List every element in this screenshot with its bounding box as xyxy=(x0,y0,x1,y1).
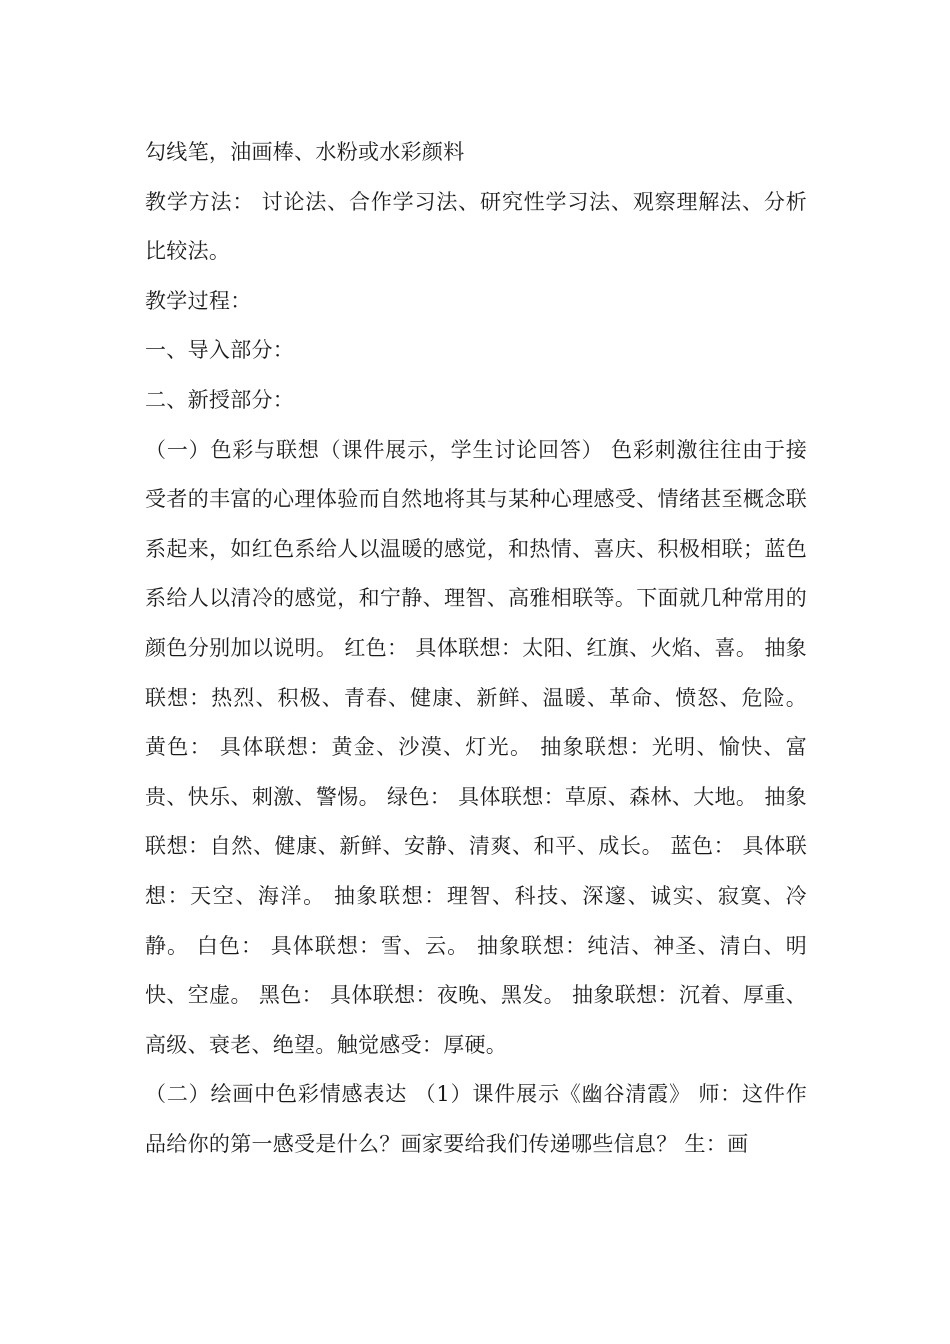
color-emotion-paragraph: （二）绘画中色彩情感表达 （1）课件展示《幽谷清霞》 师：这件作品给你的第一感受是什么？画家要给我们传递哪些信息？ 生：画 xyxy=(145,1082,807,1156)
document-body xyxy=(145,128,807,1169)
teaching-process-heading: 教学过程： xyxy=(145,288,252,313)
teaching-methods-paragraph: 教学方法： 讨论法、合作学习法、研究性学习法、观察理解法、分析比较法。 xyxy=(145,189,807,264)
materials-paragraph: 勾线笔，油画棒、水粉或水彩颜料 xyxy=(145,140,465,164)
color-association-paragraph: （一）色彩与联想（课件展示，学生讨论回答） 色彩刺激往往由于接受者的丰富的心理体验而自然地将其与某种心理感受、情绪甚至概念联系起来，如红色系给人以温暖的感觉，和热情、喜庆、积极相联；蓝色系给人以清冷的感觉，和宁静、理智、高雅相联等。下面就几种常用的颜色分别加以说明。 红色： 具体联想：太阳、红旗、火焰、喜。 抽象联想：热烈、积极、青春、健康、新鲜、温暖、革命、愤怒、危险。 黄色： 具体联想：黄金、沙漠、灯光。 抽象联想：光明、愉快、富贵、快乐、刺激、警惕。 绿色： 具体联想：草原、森林、大地。 抽象联想：自然、健康、新鲜、安静、清爽、和平、成长。 蓝色： 具体联想：天空、海洋。 抽象联想：理智、科技、深邃、诚实、寂寞、冷静。 白色： 具体联想：雪、云。 抽象联想：纯洁、神圣、清白、明快、空虚。 黑色： 具体联想：夜晚、黑发。 抽象联想：沉着、厚重、高级、衰老、绝望。触觉感受：厚硬。 xyxy=(145,437,807,1057)
section-one-heading: 一、导入部分： xyxy=(145,338,295,363)
section-two-heading: 二、新授部分： xyxy=(145,387,295,412)
